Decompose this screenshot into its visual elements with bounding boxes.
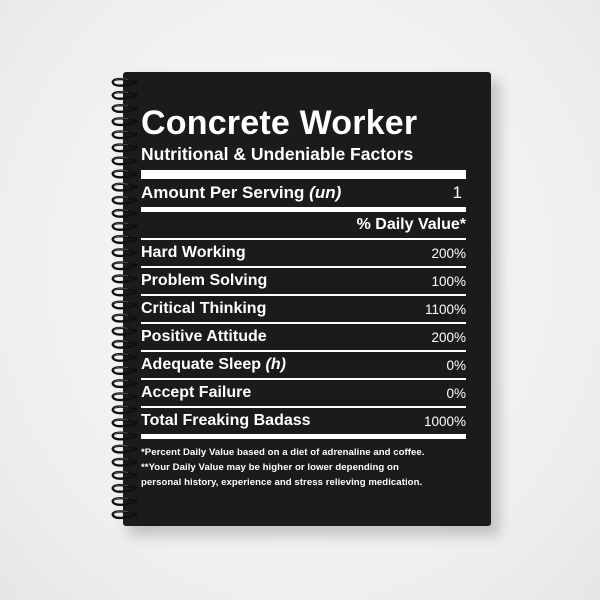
nutrient-label-group — [141, 328, 267, 346]
divider-thick — [141, 170, 466, 179]
nutrient-unit: (h) — [265, 356, 286, 373]
nutrient-row — [141, 240, 466, 266]
nutrient-value: 200% — [431, 329, 466, 345]
footnote-line: personal history, experience and stress relieving medication. — [141, 477, 423, 488]
footnotes — [141, 445, 466, 490]
nutrient-row — [141, 296, 466, 322]
nutrient-label-group — [141, 384, 251, 402]
nutrient-row — [141, 324, 466, 350]
serving-value: 1 — [452, 183, 462, 202]
nutrient-row — [141, 268, 466, 294]
nutrient-row — [141, 408, 466, 434]
serving-label-group — [141, 183, 341, 203]
nutrient-value: 0% — [446, 385, 466, 401]
nutrient-label: Positive Attitude — [141, 328, 267, 345]
daily-value-header: % Daily Value* — [356, 216, 466, 233]
footnote-line: **Your Daily Value may be higher or lower depending on — [141, 462, 399, 473]
nutrient-label: Adequate Sleep — [141, 356, 262, 373]
nutrient-value: 1100% — [424, 301, 466, 317]
nutrient-label-group — [141, 356, 286, 374]
divider-medium-bottom — [141, 434, 466, 439]
nutrient-label: Total Freaking Badass — [141, 412, 311, 429]
nutrient-list — [141, 240, 466, 434]
nutrition-label — [141, 105, 466, 490]
serving-label: Amount Per Serving — [141, 183, 305, 202]
nutrient-label: Problem Solving — [141, 272, 268, 289]
label-title: Concrete Worker — [141, 104, 418, 142]
nutrient-value: 0% — [446, 357, 466, 373]
nutrient-row — [141, 380, 466, 406]
nutrient-value: 100% — [431, 273, 466, 289]
nutrient-label-group — [141, 244, 246, 262]
nutrient-label: Accept Failure — [141, 384, 252, 401]
nutrient-label-group — [141, 272, 267, 290]
nutrient-label-group — [141, 412, 311, 430]
nutrient-label: Critical Thinking — [141, 300, 267, 317]
label-subtitle: Nutritional & Undeniable Factors — [141, 144, 414, 164]
serving-row — [141, 179, 466, 207]
nutrient-value: 1000% — [423, 413, 466, 429]
nutrient-label: Hard Working — [141, 244, 246, 261]
footnote-line: *Percent Daily Value based on a diet of adrenaline and coffee. — [141, 447, 425, 458]
serving-unit: (un) — [309, 183, 342, 202]
nutrient-value: 200% — [431, 245, 466, 261]
nutrient-label-group — [141, 300, 266, 318]
nutrient-row — [141, 352, 466, 378]
